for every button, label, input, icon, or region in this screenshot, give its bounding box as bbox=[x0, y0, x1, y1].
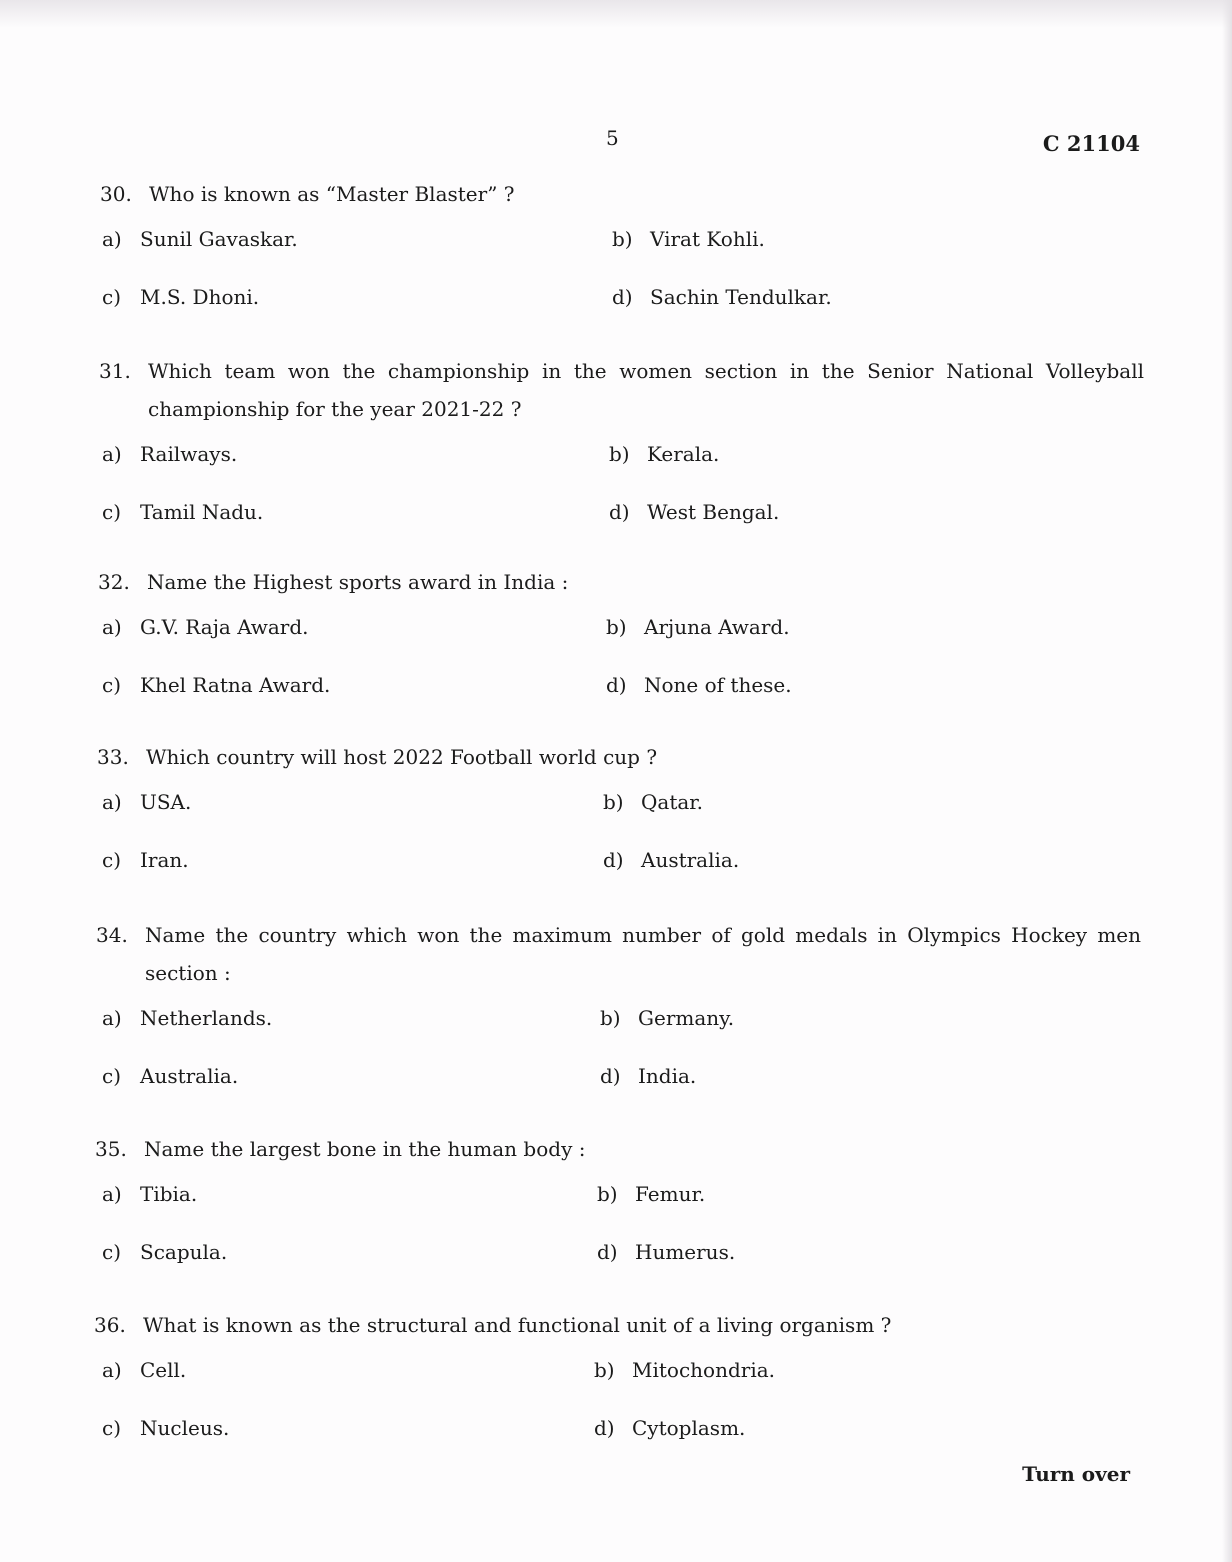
option-label: c) bbox=[102, 1240, 122, 1264]
scan-shadow-top bbox=[0, 0, 1232, 28]
question-text: Name the Highest sports award in India : bbox=[147, 570, 569, 594]
answer-option bbox=[603, 848, 739, 872]
option-label: d) bbox=[612, 285, 633, 309]
question-block bbox=[98, 563, 1143, 717]
answer-option bbox=[594, 1358, 775, 1382]
option-text: West Bengal. bbox=[647, 500, 780, 524]
question-line bbox=[94, 1306, 1139, 1344]
option-label: b) bbox=[612, 227, 633, 251]
option-row bbox=[99, 486, 1144, 544]
option-label: c) bbox=[102, 285, 122, 309]
option-text: Tamil Nadu. bbox=[140, 500, 264, 524]
option-label: b) bbox=[603, 790, 624, 814]
answer-option bbox=[597, 1240, 735, 1264]
question-text: Which team won the championship in the women section in the Senior National Volleyball championship for the year 2021-22 ? bbox=[148, 359, 1144, 421]
answer-option bbox=[102, 790, 191, 814]
option-text: Sunil Gavaskar. bbox=[140, 227, 298, 251]
option-text: Qatar. bbox=[641, 790, 704, 814]
option-row bbox=[98, 659, 1143, 717]
option-label: a) bbox=[102, 442, 122, 466]
option-label: a) bbox=[102, 227, 122, 251]
answer-option bbox=[612, 285, 832, 309]
option-label: c) bbox=[102, 1064, 122, 1088]
option-text: Cell. bbox=[140, 1358, 187, 1382]
answer-option bbox=[102, 1416, 229, 1440]
option-label: a) bbox=[102, 1358, 122, 1382]
option-row bbox=[94, 1402, 1139, 1460]
option-label: b) bbox=[594, 1358, 615, 1382]
option-row bbox=[94, 1344, 1139, 1402]
question-line bbox=[97, 738, 1142, 776]
option-label: c) bbox=[102, 1416, 122, 1440]
option-text: Iran. bbox=[140, 848, 189, 872]
option-row bbox=[96, 992, 1141, 1050]
answer-option bbox=[102, 673, 330, 697]
option-row bbox=[99, 428, 1144, 486]
option-text: Arjuna Award. bbox=[644, 615, 790, 639]
question-line bbox=[98, 563, 1143, 601]
question-line bbox=[100, 175, 1145, 213]
option-text: Nucleus. bbox=[140, 1416, 230, 1440]
option-text: India. bbox=[638, 1064, 697, 1088]
option-text: Australia. bbox=[641, 848, 740, 872]
option-text: Australia. bbox=[140, 1064, 239, 1088]
option-text: M.S. Dhoni. bbox=[140, 285, 260, 309]
option-label: b) bbox=[597, 1182, 618, 1206]
page-number: 5 bbox=[606, 126, 619, 150]
option-text: G.V. Raja Award. bbox=[140, 615, 309, 639]
option-text: Tibia. bbox=[140, 1182, 198, 1206]
question-number: 35. bbox=[95, 1137, 127, 1161]
answer-option bbox=[609, 442, 719, 466]
answer-option bbox=[606, 615, 790, 639]
option-text: Sachin Tendulkar. bbox=[650, 285, 832, 309]
question-line bbox=[96, 916, 1141, 992]
answer-option bbox=[102, 442, 237, 466]
answer-option bbox=[597, 1182, 705, 1206]
question-block bbox=[100, 175, 1145, 329]
option-row bbox=[96, 1050, 1141, 1108]
option-label: d) bbox=[609, 500, 630, 524]
option-row bbox=[100, 271, 1145, 329]
question-block bbox=[96, 916, 1141, 1108]
question-text: Name the country which won the maximum number of gold medals in Olympics Hockey men section : bbox=[145, 923, 1141, 985]
answer-option bbox=[609, 500, 779, 524]
question-text: Which country will host 2022 Football world cup ? bbox=[146, 745, 658, 769]
turn-over-note: Turn over bbox=[1022, 1462, 1130, 1486]
option-label: b) bbox=[600, 1006, 621, 1030]
document-code: C 21104 bbox=[1042, 131, 1140, 156]
option-text: Scapula. bbox=[140, 1240, 228, 1264]
question-text: What is known as the structural and functional unit of a living organism ? bbox=[143, 1313, 892, 1337]
option-label: c) bbox=[102, 673, 122, 697]
answer-option bbox=[594, 1416, 745, 1440]
question-block bbox=[97, 738, 1142, 892]
option-text: Cytoplasm. bbox=[632, 1416, 746, 1440]
option-text: Khel Ratna Award. bbox=[140, 673, 331, 697]
question-block bbox=[94, 1306, 1139, 1460]
option-row bbox=[97, 834, 1142, 892]
option-row bbox=[95, 1168, 1140, 1226]
option-label: d) bbox=[600, 1064, 621, 1088]
answer-option bbox=[102, 285, 259, 309]
option-label: a) bbox=[102, 1182, 122, 1206]
answer-option bbox=[102, 1006, 272, 1030]
question-number: 31. bbox=[99, 359, 131, 383]
option-label: c) bbox=[102, 500, 122, 524]
option-row bbox=[97, 776, 1142, 834]
option-label: d) bbox=[594, 1416, 615, 1440]
answer-option bbox=[102, 500, 263, 524]
option-label: b) bbox=[609, 442, 630, 466]
answer-option bbox=[102, 615, 309, 639]
question-text: Name the largest bone in the human body : bbox=[144, 1137, 586, 1161]
option-text: Kerala. bbox=[647, 442, 720, 466]
option-row bbox=[100, 213, 1145, 271]
question-line bbox=[95, 1130, 1140, 1168]
answer-option bbox=[612, 227, 765, 251]
option-label: d) bbox=[597, 1240, 618, 1264]
answer-option bbox=[102, 1182, 197, 1206]
answer-option bbox=[102, 848, 189, 872]
option-label: c) bbox=[102, 848, 122, 872]
question-block bbox=[99, 352, 1144, 544]
answer-option bbox=[600, 1064, 696, 1088]
option-text: Mitochondria. bbox=[632, 1358, 775, 1382]
answer-option bbox=[102, 227, 298, 251]
option-label: d) bbox=[606, 673, 627, 697]
option-label: a) bbox=[102, 1006, 122, 1030]
answer-option bbox=[102, 1064, 238, 1088]
question-number: 33. bbox=[97, 745, 129, 769]
option-row bbox=[95, 1226, 1140, 1284]
answer-option bbox=[603, 790, 703, 814]
option-row bbox=[98, 601, 1143, 659]
question-number: 36. bbox=[94, 1313, 126, 1337]
question-text: Who is known as “Master Blaster” ? bbox=[149, 182, 515, 206]
option-text: USA. bbox=[140, 790, 192, 814]
question-number: 32. bbox=[98, 570, 130, 594]
option-text: Railways. bbox=[140, 442, 238, 466]
option-label: a) bbox=[102, 790, 122, 814]
option-text: Humerus. bbox=[635, 1240, 736, 1264]
option-label: a) bbox=[102, 615, 122, 639]
question-line bbox=[99, 352, 1144, 428]
question-block bbox=[95, 1130, 1140, 1284]
option-text: Germany. bbox=[638, 1006, 735, 1030]
option-text: Virat Kohli. bbox=[650, 227, 765, 251]
question-number: 34. bbox=[96, 923, 128, 947]
option-text: Netherlands. bbox=[140, 1006, 273, 1030]
answer-option bbox=[102, 1240, 227, 1264]
answer-option bbox=[606, 673, 792, 697]
option-label: d) bbox=[603, 848, 624, 872]
scan-shadow-right bbox=[1222, 0, 1232, 1562]
option-text: Femur. bbox=[635, 1182, 706, 1206]
option-text: None of these. bbox=[644, 673, 792, 697]
option-label: b) bbox=[606, 615, 627, 639]
question-number: 30. bbox=[100, 182, 132, 206]
answer-option bbox=[600, 1006, 734, 1030]
answer-option bbox=[102, 1358, 186, 1382]
